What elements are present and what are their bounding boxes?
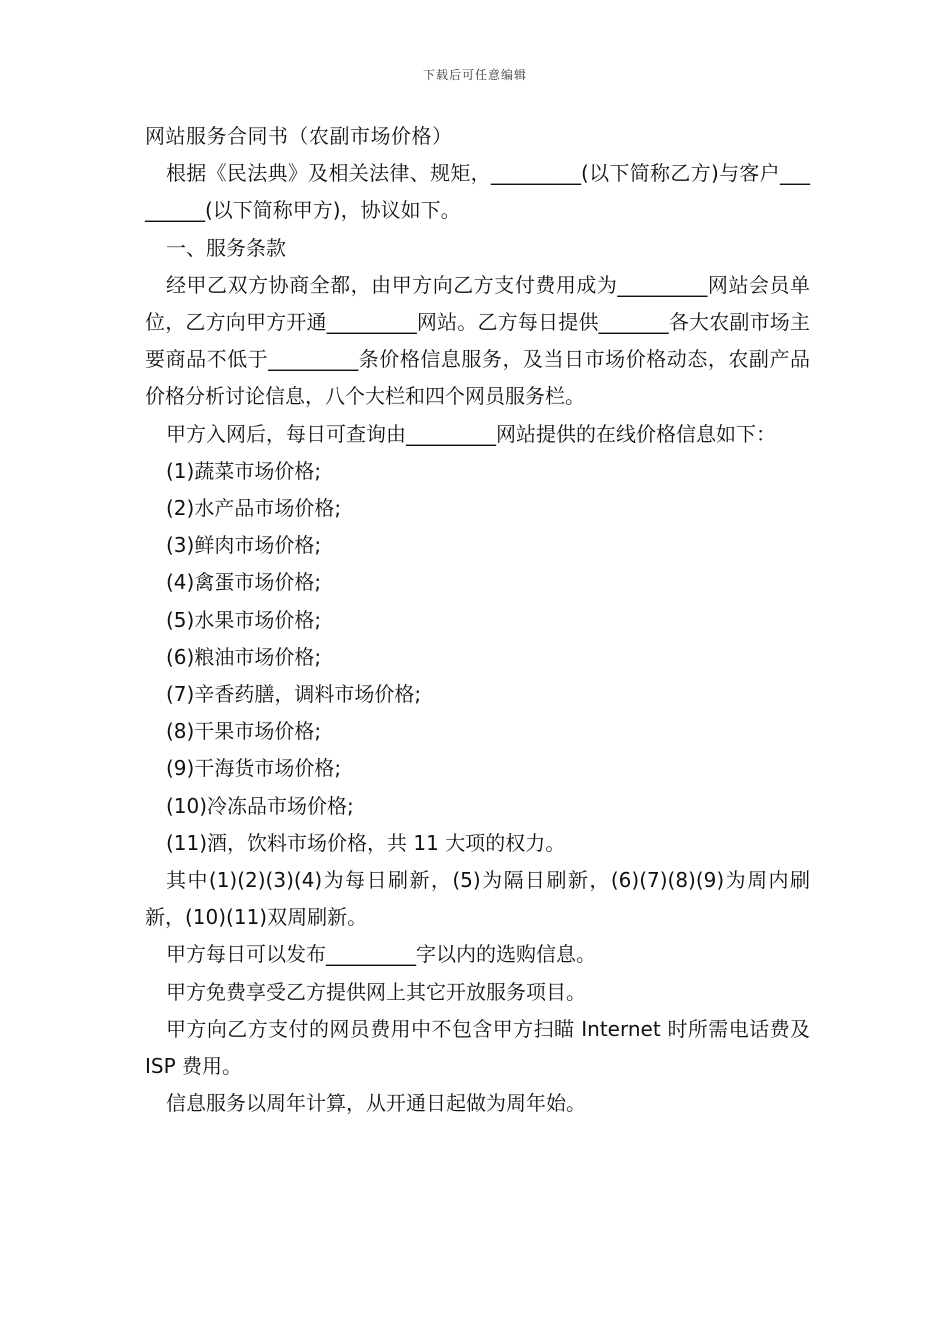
list-item: (9)干海货市场价格; xyxy=(166,756,342,781)
list-item: (11)酒，饮料市场价格，共 11 大项的权力。 xyxy=(166,830,566,855)
section-heading: 一、服务条款 xyxy=(166,235,286,260)
list-item: (2)水产品市场价格; xyxy=(166,496,342,521)
list-item: (8)干果市场价格; xyxy=(166,719,322,744)
list-item: (7)辛香药膳，调料市场价格; xyxy=(166,682,422,707)
refresh-schedule-paragraph: 其中(1)(2)(3)(4)为每日刷新，(5)为隔日刷新，(6)(7)(8)(9)为周内刷新，(10)(11)双周刷新。 xyxy=(145,868,810,930)
document-body xyxy=(145,118,810,1122)
list-item: (5)水果市场价格; xyxy=(166,607,322,632)
fees-paragraph: 甲方向乙方支付的网员费用中不包含甲方扫瞄 Internet 时所需电话费及 ISP 费用。 xyxy=(145,1016,810,1079)
list-item: (6)粮油市场价格; xyxy=(166,644,322,669)
list-item: (1)蔬菜市场价格; xyxy=(166,458,322,483)
document-title: 网站服务合同书（农副市场价格） xyxy=(145,124,453,148)
page-header: 下载后可任意编辑 xyxy=(422,68,527,82)
query-info-paragraph: 甲方入网后，每日可查询由_________网站提供的在线价格信息如下： xyxy=(166,421,776,446)
list-item: (10)冷冻品市场价格; xyxy=(166,793,354,818)
free-services-paragraph: 甲方免费享受乙方提供网上其它开放服务项目。 xyxy=(166,979,586,1004)
list-item: (4)禽蛋市场价格; xyxy=(166,570,322,595)
service-terms-paragraph: 经甲乙双方协商全都，由甲方向乙方支付费用成为_________网站会员单位，乙方向甲方开通_________网站。乙方每日提供_______各大农副市场主要商品不低于_________条价格信息服务，及当日市场价格动态，农副产品价格分析讨论信息，八个大栏和四个网员服务栏。 xyxy=(145,272,810,409)
publish-info-paragraph: 甲方每日可以发布_________字以内的选购信息。 xyxy=(166,942,596,967)
term-paragraph: 信息服务以周年计算，从开通日起做为周年始。 xyxy=(166,1091,586,1116)
list-item: (3)鲜肉市场价格; xyxy=(166,533,322,558)
intro-paragraph: 根据《民法典》及相关法律、规矩，_________(以下简称乙方)与客户_________(以下简称甲方)，协议如下。 xyxy=(145,161,810,223)
